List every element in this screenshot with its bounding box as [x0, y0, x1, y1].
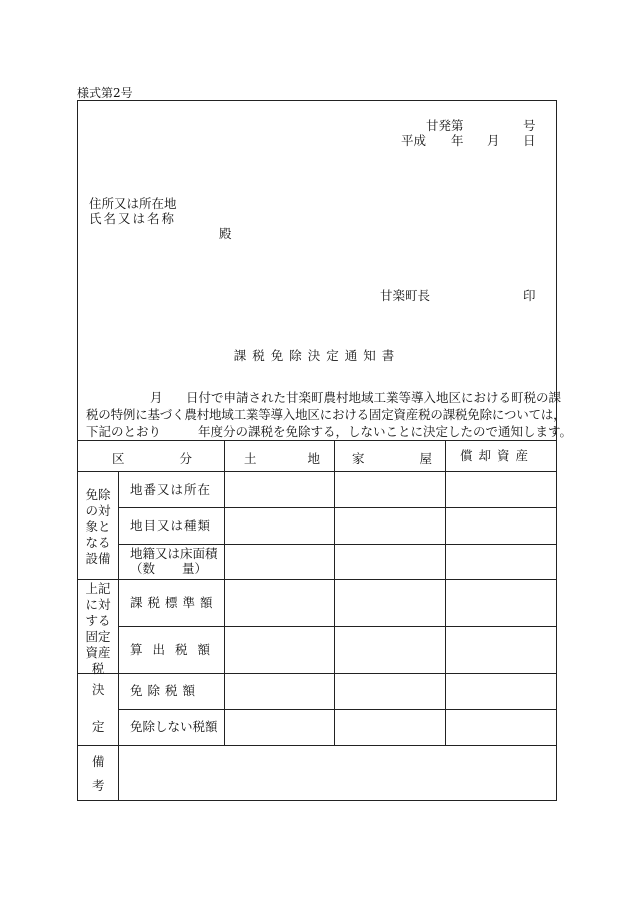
row-line — [118, 507, 556, 508]
document-title: 課税免除決定通知書 — [233, 348, 401, 363]
group-line — [78, 745, 556, 746]
doc-number-suffix: 号 — [523, 118, 536, 133]
row-quantity-open: （数 — [130, 561, 156, 576]
row-line — [118, 709, 556, 710]
row-land-category-label: 地目又は種類 — [130, 518, 212, 533]
group-decision-label-top: 決 — [92, 682, 105, 697]
name-label: 氏名又は名称 — [89, 211, 177, 226]
address-label: 住所又は所在地 — [89, 196, 177, 211]
honorific: 殿 — [219, 226, 232, 241]
row-line — [118, 544, 556, 545]
issuer-title: 甘楽町長 — [380, 288, 431, 303]
group-line — [78, 579, 556, 580]
row-tax-base-label: 課税標準額 — [130, 595, 218, 610]
header-land: 土 地 — [244, 451, 320, 466]
body-month: 月 — [150, 390, 163, 405]
body-line-3: 年度分の課税を免除する，しないことに決定したので通知します。 — [198, 424, 573, 439]
group-decision-label-bottom: 定 — [92, 719, 105, 734]
group-fixed-asset-tax-label: 上記 に対 する 固定 資産 税 — [85, 581, 111, 676]
date-month: 月 — [487, 133, 500, 148]
table-header-line — [78, 471, 556, 472]
body-line-1: 日付で申請された甘楽町農村地域工業等導入地区における町税の課 — [186, 390, 562, 405]
body-line-2: 税の特例に基づく農村地域工業等導入地区における固定資産税の課税免除については， — [86, 407, 566, 422]
issuer-seal: 印 — [523, 288, 536, 303]
label-column-line — [118, 471, 119, 800]
row-line — [118, 626, 556, 627]
header-category: 区 分 — [112, 451, 192, 466]
row-floor-area-label: 地籍又は床面積 — [130, 546, 218, 561]
group-line — [78, 673, 556, 674]
notice-form — [77, 100, 573, 801]
remarks-label-top: 備 — [92, 754, 105, 769]
header-house: 家 屋 — [352, 451, 432, 466]
remarks-label-bottom: 考 — [92, 778, 105, 793]
date-era: 平成 — [401, 133, 427, 148]
row-non-exempt-tax-label: 免除しない税額 — [130, 719, 218, 734]
body-line-3-prefix: 下記のとおり — [86, 424, 162, 439]
header-depreciable-assets: 償却資産 — [460, 448, 535, 463]
table-top-line — [78, 440, 556, 441]
row-lot-number-label: 地番又は所在 — [130, 482, 212, 497]
date-year: 年 — [451, 133, 464, 148]
house-column-line — [445, 440, 446, 745]
group-exempt-equipment-label: 免除 の対 象と なる 設備 — [85, 487, 111, 566]
land-column-line — [334, 440, 335, 745]
date-day: 日 — [523, 133, 536, 148]
form-number-label: 様式第2号 — [77, 86, 133, 100]
doc-number-prefix: 甘発第 — [426, 118, 464, 133]
row-exempt-tax-label: 免除税額 — [130, 683, 201, 698]
category-column-line — [224, 440, 225, 745]
row-quantity-close: 量） — [182, 561, 208, 576]
row-computed-tax-label: 算出税額 — [130, 642, 221, 657]
